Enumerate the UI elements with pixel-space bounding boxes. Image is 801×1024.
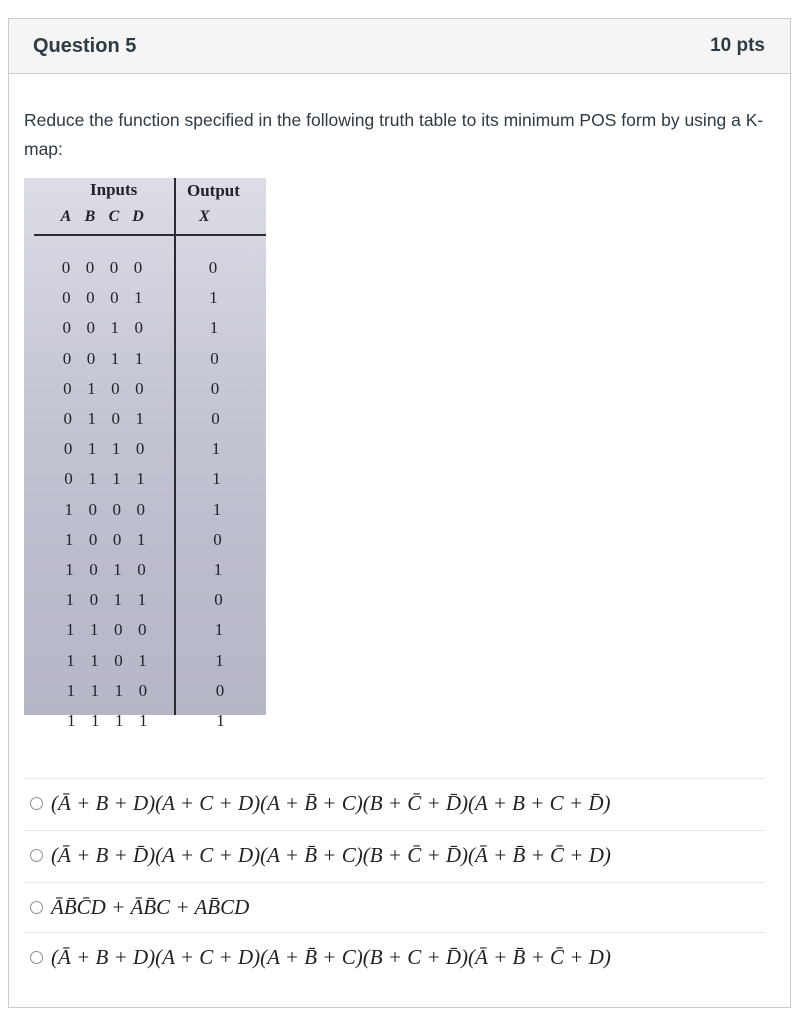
input-bit: 1	[66, 650, 75, 670]
input-bit: 0	[110, 288, 119, 308]
table-divider-horizontal	[34, 234, 266, 236]
answer-option-4[interactable]	[24, 932, 764, 982]
output-bit: 1	[211, 439, 221, 459]
output-bit: 1	[213, 560, 223, 579]
input-bit: 1	[136, 529, 146, 549]
input-bit: 1	[113, 590, 123, 610]
input-bit: 0	[86, 288, 95, 308]
output-bit: 0	[211, 409, 220, 428]
column-c: C	[108, 208, 120, 225]
input-bit: 0	[134, 318, 143, 338]
input-bit: 1	[137, 590, 147, 610]
input-bit: 1	[88, 469, 97, 489]
output-bit: 0	[210, 378, 220, 398]
table-row	[55, 318, 151, 348]
output-bit: 0	[213, 529, 222, 549]
input-bit: 0	[135, 439, 145, 459]
input-bit: 1	[134, 288, 143, 308]
input-bit: 0	[88, 499, 98, 519]
input-bit: 0	[138, 680, 148, 700]
input-bit: 1	[110, 348, 120, 368]
input-bit: 0	[114, 650, 123, 670]
answer-option-2[interactable]	[24, 830, 764, 880]
table-row	[56, 439, 152, 469]
input-bit: 0	[137, 560, 146, 579]
input-bit: 0	[64, 469, 73, 489]
answer-label: (Ā + B + D)(A + C + D)(A + B̄ + C)(B + C + D̄)(Ā + B̄ + C̄ + D)	[51, 945, 611, 969]
answer-option-3[interactable]	[24, 882, 764, 932]
input-bit: 1	[139, 711, 148, 730]
input-bit: 0	[136, 499, 146, 519]
table-row	[59, 681, 155, 711]
answer-label: (Ā + B + D̄)(A + C + D)(A + B̄ + C)(B + C̄ + D̄)(Ā + B̄ + C̄ + D)	[51, 843, 611, 867]
input-bit: 0	[113, 620, 123, 640]
column-x: X	[199, 208, 210, 225]
output-bit: 1	[209, 318, 219, 338]
input-bit: 0	[62, 348, 72, 368]
inputs-header: Inputs	[90, 180, 138, 199]
output-bit: 0	[208, 258, 218, 277]
output-bit: 1	[212, 499, 222, 519]
input-bit: 1	[65, 560, 74, 579]
input-bit: 0	[85, 258, 95, 277]
output-header: Output	[187, 181, 240, 200]
input-bit: 1	[65, 590, 75, 610]
output-bit: 0	[214, 590, 223, 610]
table-row	[58, 560, 154, 590]
input-bit: 1	[87, 439, 97, 459]
input-bit: 1	[134, 348, 144, 368]
table-row	[59, 651, 155, 681]
radio-button[interactable]	[30, 951, 43, 964]
column-d: D	[132, 208, 144, 225]
input-bit: 1	[113, 560, 122, 579]
table-row	[56, 469, 152, 499]
input-bit: 1	[67, 711, 76, 730]
question-title: Question 5	[33, 34, 137, 57]
input-bit: 0	[86, 348, 96, 368]
table-row	[57, 530, 153, 560]
input-bit: 1	[90, 680, 100, 700]
table-row	[56, 409, 152, 439]
input-bit: 1	[87, 409, 96, 428]
table-row	[55, 349, 151, 379]
truth-table-image	[24, 178, 266, 730]
input-bit: 1	[87, 378, 96, 398]
radio-button[interactable]	[30, 849, 43, 862]
input-bit: 1	[65, 620, 75, 640]
input-column-headers	[54, 208, 150, 226]
input-bit: 0	[137, 620, 147, 640]
input-bit: 0	[63, 439, 73, 459]
table-row	[54, 258, 150, 288]
table-row	[57, 500, 153, 530]
input-bit: 1	[111, 439, 121, 459]
input-bit: 0	[112, 529, 122, 549]
input-bit: 1	[66, 680, 76, 700]
input-bit: 0	[133, 258, 143, 277]
input-bit: 1	[91, 711, 100, 730]
question-header	[9, 19, 790, 74]
input-bit: 0	[63, 409, 72, 428]
input-bit: 0	[111, 409, 120, 428]
input-bit: 0	[62, 318, 71, 338]
input-bit: 1	[138, 650, 147, 670]
output-bit: 1	[212, 469, 221, 489]
input-bit: 0	[109, 258, 119, 277]
output-bit: 0	[215, 680, 225, 700]
table-row	[54, 288, 150, 318]
answer-label: ĀB̄C̄D + ĀB̄C + AB̄CD	[51, 895, 250, 919]
input-bit: 0	[112, 499, 122, 519]
input-bit: 1	[115, 711, 124, 730]
input-bit: 1	[135, 409, 144, 428]
output-bit: 1	[214, 620, 224, 640]
input-bit: 1	[90, 650, 99, 670]
input-bit: 1	[112, 469, 121, 489]
table-row	[59, 711, 155, 741]
input-bit: 0	[111, 378, 120, 398]
answer-label: (Ā + B + D)(A + C + D)(A + B̄ + C)(B + C̄ + D̄)(A + B + C + D̄)	[51, 791, 611, 815]
table-divider-vertical	[174, 178, 176, 715]
answer-option-1[interactable]	[24, 778, 764, 828]
column-b: B	[84, 208, 96, 225]
output-bit: 0	[210, 348, 219, 368]
column-a: A	[60, 208, 72, 225]
radio-button[interactable]	[30, 901, 43, 914]
input-bit: 0	[62, 288, 71, 308]
output-bit: 1	[216, 711, 225, 730]
input-bit: 1	[110, 318, 119, 338]
input-bit: 0	[89, 590, 99, 610]
output-bit: 1	[215, 650, 224, 670]
input-bit: 0	[89, 560, 98, 579]
input-bit: 1	[136, 469, 145, 489]
table-row	[58, 590, 154, 620]
question-prompt: Reduce the function specified in the following truth table to its minimum POS form by using a K-map:	[24, 110, 764, 159]
input-bit: 0	[135, 378, 144, 398]
input-bit: 1	[64, 529, 74, 549]
input-bit: 0	[86, 318, 95, 338]
input-bit: 0	[63, 378, 72, 398]
input-bit: 0	[88, 529, 98, 549]
input-bit: 1	[89, 620, 99, 640]
input-bit: 1	[64, 499, 74, 519]
table-row	[58, 620, 154, 650]
input-bit: 1	[114, 680, 124, 700]
output-bit: 1	[209, 288, 218, 308]
table-row	[55, 379, 151, 409]
radio-button[interactable]	[30, 797, 43, 810]
input-bit: 0	[61, 258, 71, 277]
question-points: 10 pts	[710, 35, 765, 56]
